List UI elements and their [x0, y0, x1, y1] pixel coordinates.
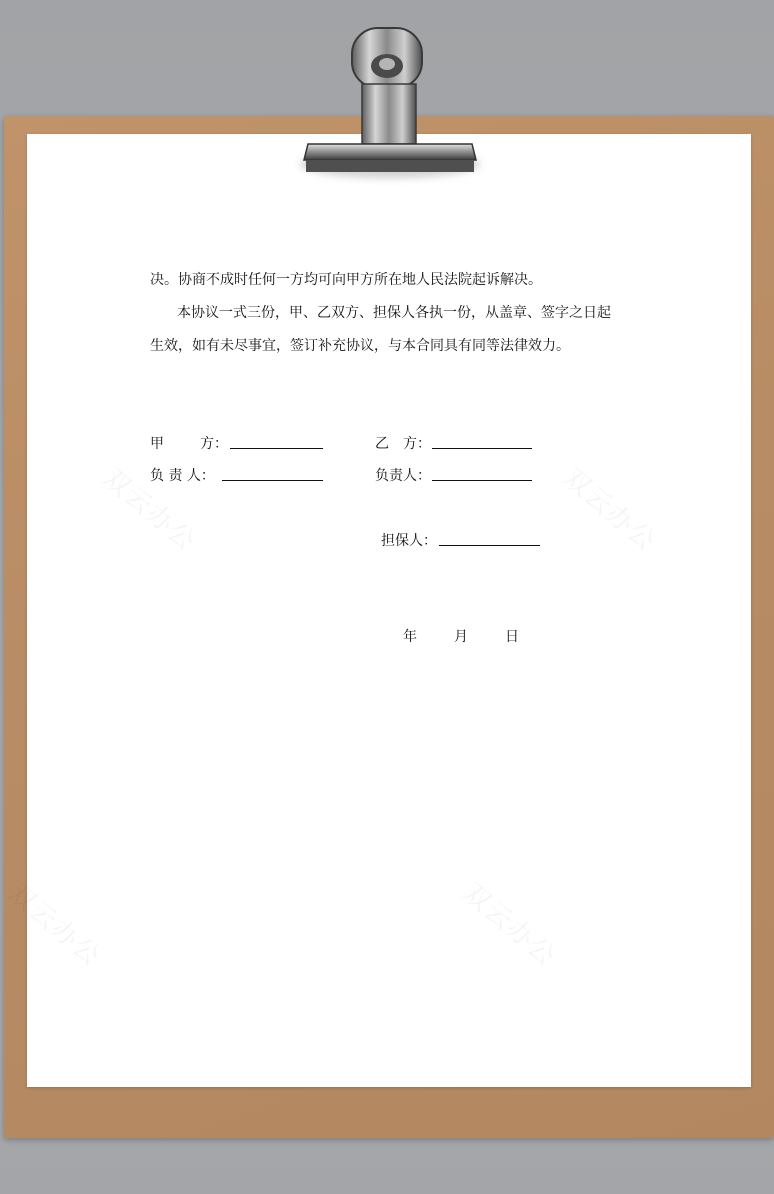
guarantor-signature-line[interactable] — [439, 545, 540, 546]
guarantor-label: 担保人： — [381, 533, 437, 549]
paragraph-line: 本协议一式三份，甲、乙双方、担保人各执一份，从盖章、签字之日起 — [177, 305, 611, 321]
party-b-person-signature-line[interactable] — [432, 480, 532, 481]
party-b-label-char: 乙 — [375, 436, 389, 452]
party-b-signature-line[interactable] — [432, 448, 532, 449]
date-month: 月 — [454, 629, 468, 645]
paragraph-line: 决。协商不成时任何一方均可向甲方所在地人民法院起诉解决。 — [150, 272, 542, 288]
party-b-label-suffix: 方： — [403, 436, 431, 452]
binder-clip-icon — [290, 26, 490, 186]
party-a-label-char: 甲 — [150, 436, 164, 452]
party-a-signature-line[interactable] — [230, 448, 323, 449]
paragraph-line: 生效，如有未尽事宜，签订补充协议，与本合同具有同等法律效力。 — [150, 338, 570, 354]
party-a-person-signature-line[interactable] — [222, 480, 323, 481]
date-year: 年 — [403, 629, 417, 645]
date-day: 日 — [505, 629, 519, 645]
party-a-label-suffix: 方： — [200, 436, 228, 452]
party-a-person-label: 负 责 人： — [150, 468, 215, 484]
party-b-person-label: 负责人： — [375, 468, 431, 484]
